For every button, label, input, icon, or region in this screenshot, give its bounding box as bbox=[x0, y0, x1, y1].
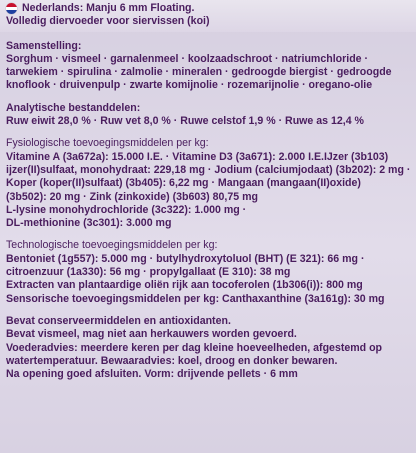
product-name: Manju 6 mm Floating. bbox=[86, 2, 195, 14]
notes-line-3: Voederadvies: meerdere keren per dag kleine hoeveelheden, afgestemd op bbox=[6, 341, 383, 354]
composition-section bbox=[6, 40, 410, 93]
composition-line-3: knoflook · druivenpulp · zwarte komijnolie · rozemarijnolie · oregano-olie bbox=[6, 79, 373, 92]
label-content bbox=[6, 2, 410, 381]
technological-line-4: Sensorische toevoegingsmiddelen per kg: Canthaxanthine (3a161g): 30 mg bbox=[6, 292, 385, 305]
notes-line-2: Bevat vismeel, mag niet aan herkauwers worden gevoerd. bbox=[6, 328, 297, 341]
composition-line-2: tarwekiem · spirulina · zalmolie · mineralen · gedroogde biergist · gedroogde bbox=[6, 66, 392, 79]
physiological-line-2: ijzer(II)sulfaat, monohydraat: 229,18 mg · Jodium (calciumjodaat) (3b202): 2 mg · bbox=[6, 163, 411, 176]
language-prefix: Nederlands: bbox=[22, 2, 87, 14]
notes-line-1: Bevat conserveermiddelen en antioxidanten. bbox=[6, 314, 231, 327]
analysis-section bbox=[6, 102, 410, 129]
technological-line-3: Extracten van plantaardige oliën rijk aan tocoferolen (1b306(i)): 800 mg bbox=[6, 279, 363, 292]
analysis-title: Analytische bestanddelen: bbox=[6, 101, 141, 114]
product-subtitle: Volledig diervoeder voor siervissen (koi) bbox=[6, 15, 210, 28]
composition-title: Samenstelling: bbox=[6, 39, 82, 52]
physiological-line-1: Vitamine A (3a672a): 15.000 I.E. · Vitamine D3 (3a671): 2.000 I.E.IJzer (3b103) bbox=[6, 150, 389, 163]
physiological-line-3: Koper (koper(II)sulfaat) (3b405): 6,22 mg · Mangaan (mangaan(II)oxide) bbox=[6, 177, 361, 190]
technological-section bbox=[6, 239, 410, 305]
product-header bbox=[6, 2, 410, 15]
technological-line-2: citroenzuur (1a330): 56 mg · propylgallaat (E 310): 38 mg bbox=[6, 266, 291, 279]
composition-line-1: Sorghum · vismeel · garnalenmeel · koolzaadschroot · natriumchloride · bbox=[6, 52, 369, 65]
notes-line-5: Na opening goed afsluiten. Vorm: drijvende pellets · 6 mm bbox=[6, 368, 298, 381]
physiological-line-5: L-lysine monohydrochloride (3c322): 1.000 mg · bbox=[6, 203, 247, 216]
technological-title: Technologische toevoegingsmiddelen per kg: bbox=[6, 239, 218, 252]
physiological-section bbox=[6, 137, 410, 230]
physiological-line-4: (3b502): 20 mg · Zink (zinkoxide) (3b603) 80,75 mg bbox=[6, 190, 258, 203]
physiological-line-6: DL-methionine (3c301): 3.000 mg bbox=[6, 217, 172, 230]
notes-section bbox=[6, 315, 410, 381]
notes-line-4: watertemperatuur. Bewaaradvies: koel, droog en donker bewaren. bbox=[6, 354, 338, 367]
netherlands-flag-icon bbox=[6, 3, 17, 14]
physiological-title: Fysiologische toevoegingsmiddelen per kg: bbox=[6, 137, 209, 150]
analysis-values: Ruw eiwit 28,0 % · Ruw vet 8,0 % · Ruwe celstof 1,9 % · Ruwe as 12,4 % bbox=[6, 115, 364, 128]
flag-stripe-blue bbox=[6, 10, 17, 14]
technological-line-1: Bentoniet (1g557): 5.000 mg · butylhydroxytoluol (BHT) (E 321): 66 mg · bbox=[6, 252, 365, 265]
